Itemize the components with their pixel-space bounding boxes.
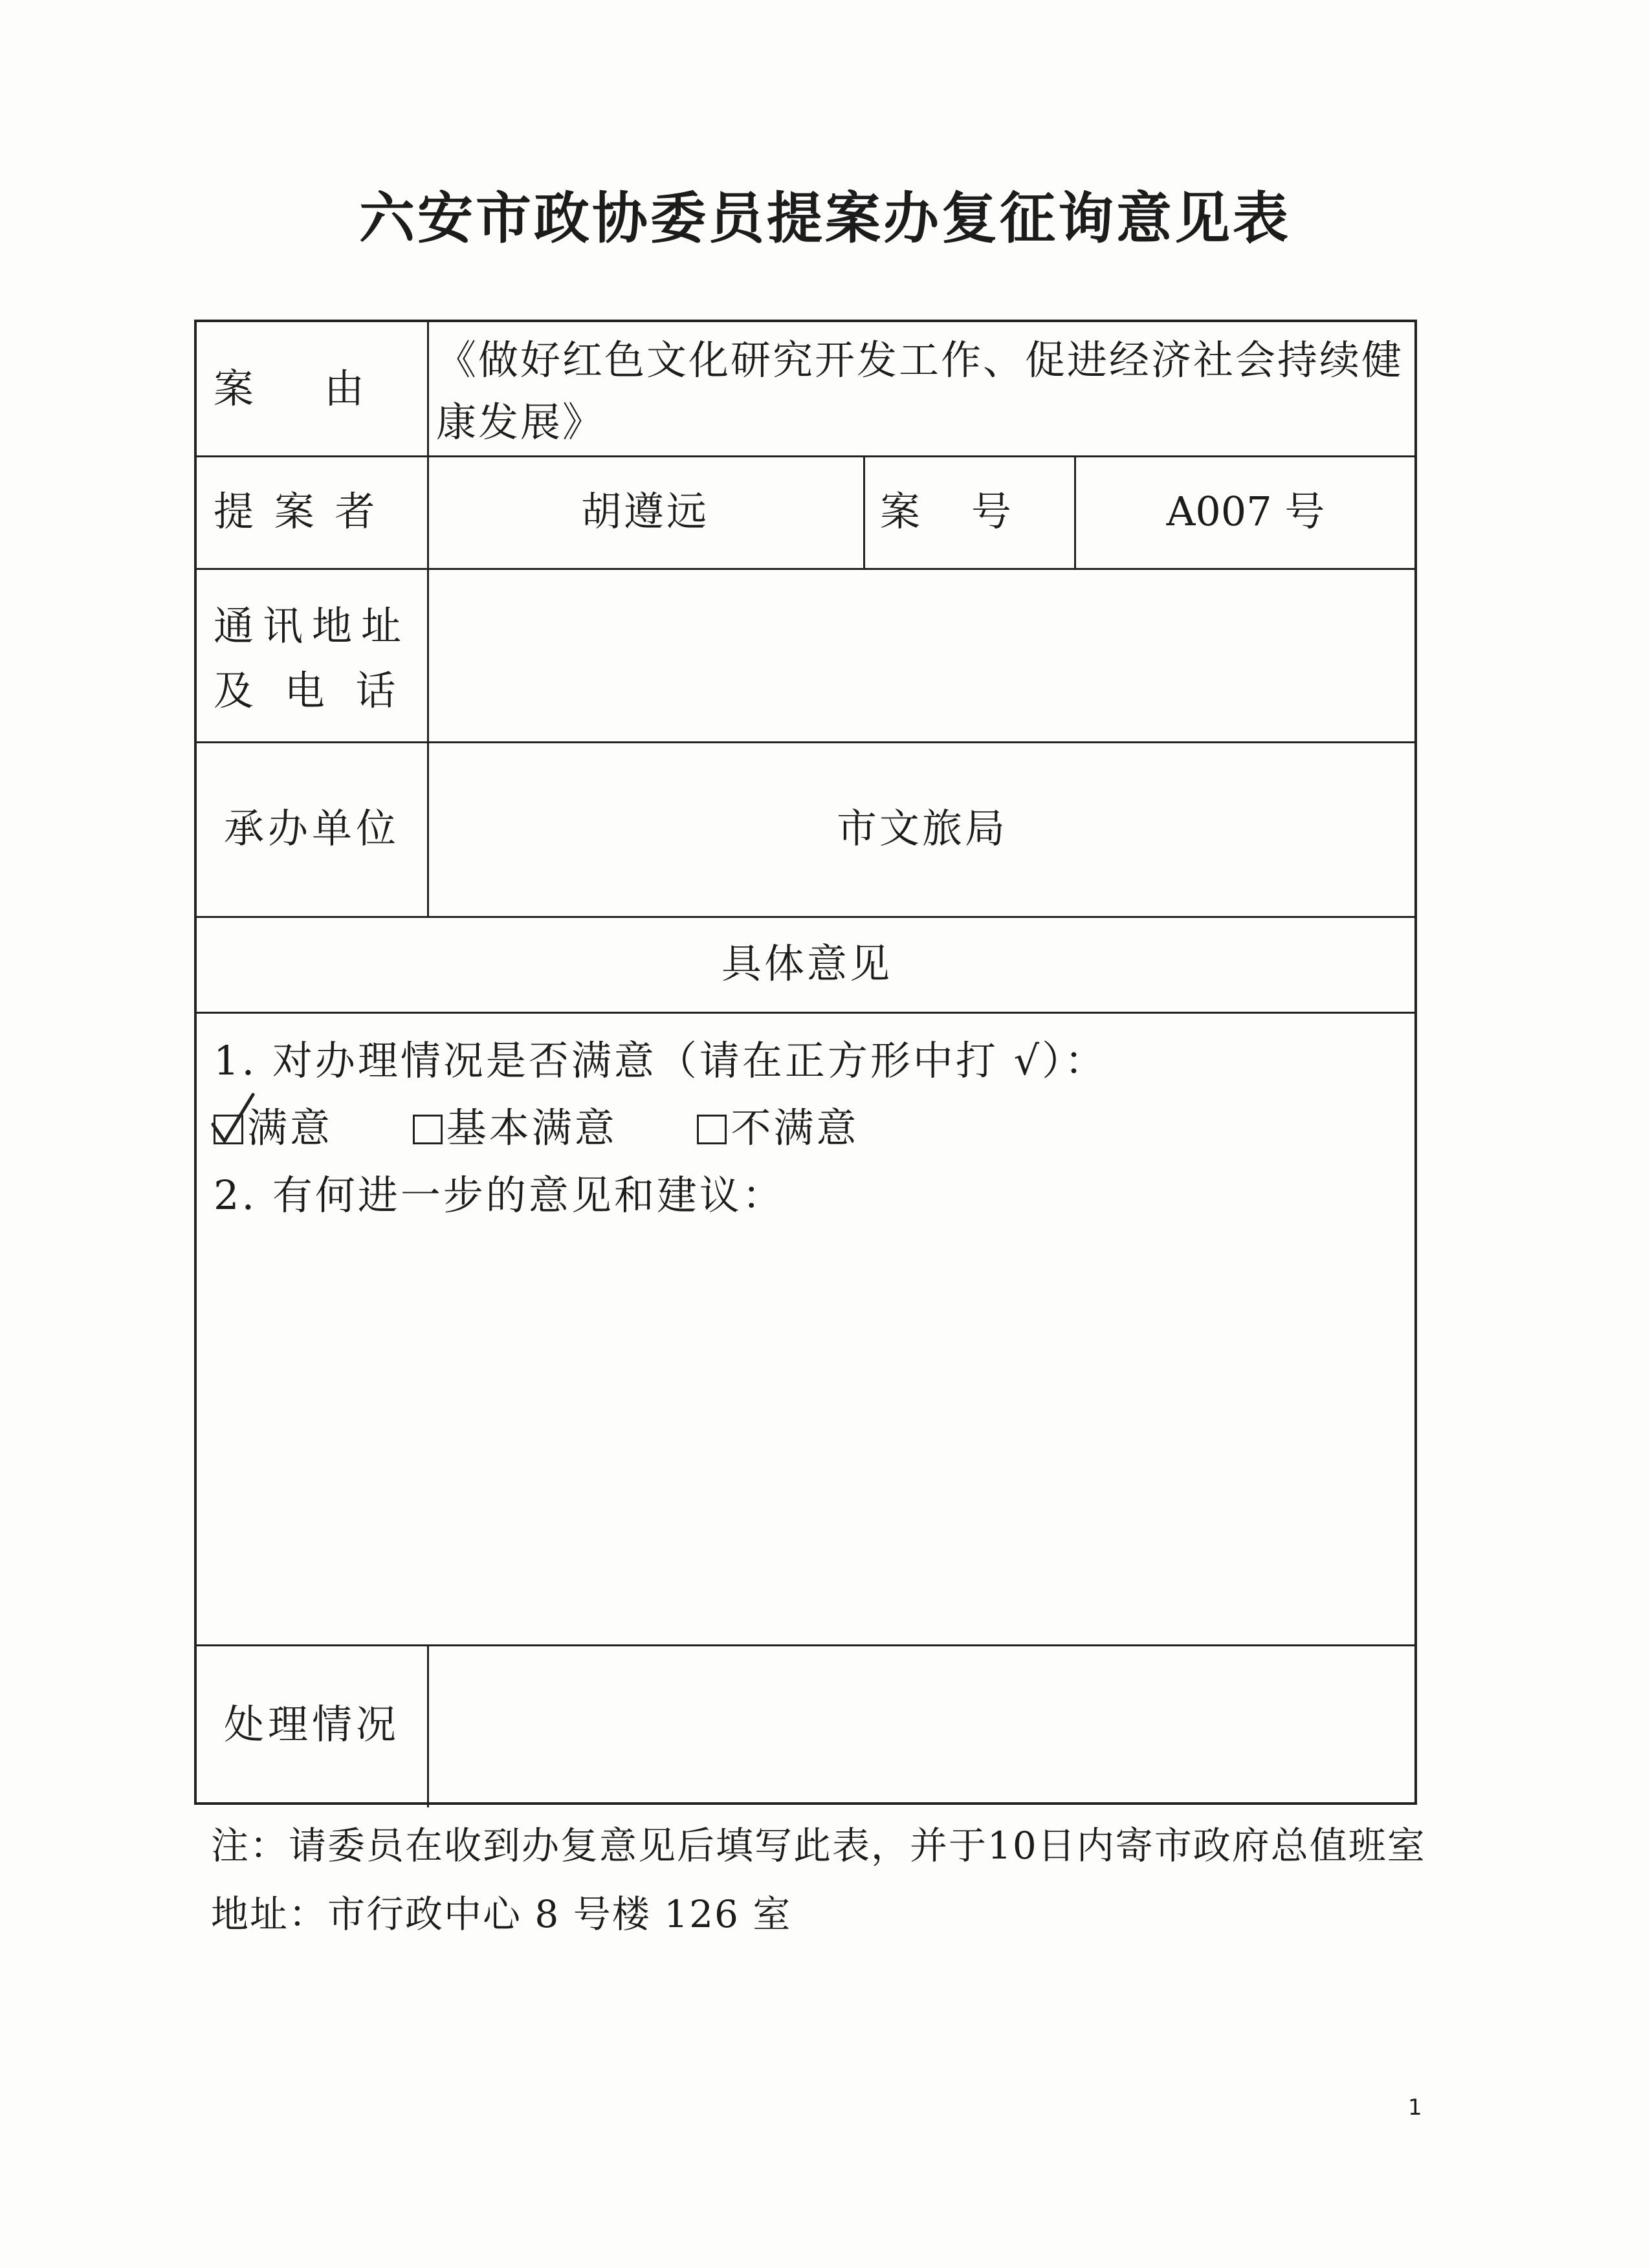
- opinion-body: [214, 1027, 1107, 1229]
- handling-value: [436, 1644, 1407, 1805]
- proposer-value: 胡遵远: [580, 488, 709, 535]
- column-divider: [863, 455, 865, 568]
- contact-label: [214, 594, 427, 723]
- option-label: 不满意: [731, 1104, 859, 1151]
- opinion-header: 具体意见: [721, 940, 892, 987]
- row-divider: [197, 1012, 1414, 1014]
- contact-value: [436, 568, 1407, 741]
- checkbox-dissatisfied[interactable]: [697, 1115, 727, 1144]
- subject-label: 案 由: [214, 365, 368, 412]
- satisfaction-options: [214, 1095, 1107, 1162]
- option-label: 满意: [247, 1104, 333, 1151]
- page-number: 1: [1408, 2095, 1422, 2121]
- case-no-label: 案 号: [880, 488, 1011, 535]
- handling-label: 处理情况: [223, 1701, 400, 1748]
- option-satisfied[interactable]: [214, 1104, 348, 1151]
- footnote: 注：请委员在收到办复意见后填写此表，并于10日内寄市政府总值班室: [211, 1824, 1426, 1868]
- checkmark-icon: [210, 1092, 256, 1144]
- option-basically-satisfied[interactable]: [413, 1104, 633, 1151]
- checkbox-basically-satisfied[interactable]: [413, 1115, 443, 1144]
- case-no-value: A007 号: [1166, 488, 1325, 535]
- question-satisfaction: 1. 对办理情况是否满意（请在正方形中打 √）：: [214, 1037, 1108, 1084]
- address-note: 地址：市行政中心 8 号楼 126 室: [211, 1892, 792, 1936]
- subject-value: 《做好红色文化研究开发工作、促进经济社会持续健康发展》: [436, 336, 1404, 446]
- feedback-form-table: [194, 320, 1417, 1805]
- contact-label-line1: 通讯地址: [214, 602, 411, 649]
- option-dissatisfied[interactable]: [697, 1104, 859, 1151]
- proposer-label: 提 案 者: [214, 488, 379, 535]
- checkbox-satisfied[interactable]: [214, 1115, 243, 1144]
- unit-value: 市文旅局: [836, 805, 1007, 852]
- question-suggestions: 2. 有何进一步的意见和建议：: [214, 1172, 785, 1219]
- column-divider: [427, 1644, 429, 1807]
- option-label: 基本满意: [446, 1104, 617, 1151]
- unit-label: 承办单位: [223, 805, 400, 852]
- contact-label-line2: 及 电 话: [214, 667, 405, 714]
- form-title: 六安市政协委员提案办复征询意见表: [359, 186, 1291, 251]
